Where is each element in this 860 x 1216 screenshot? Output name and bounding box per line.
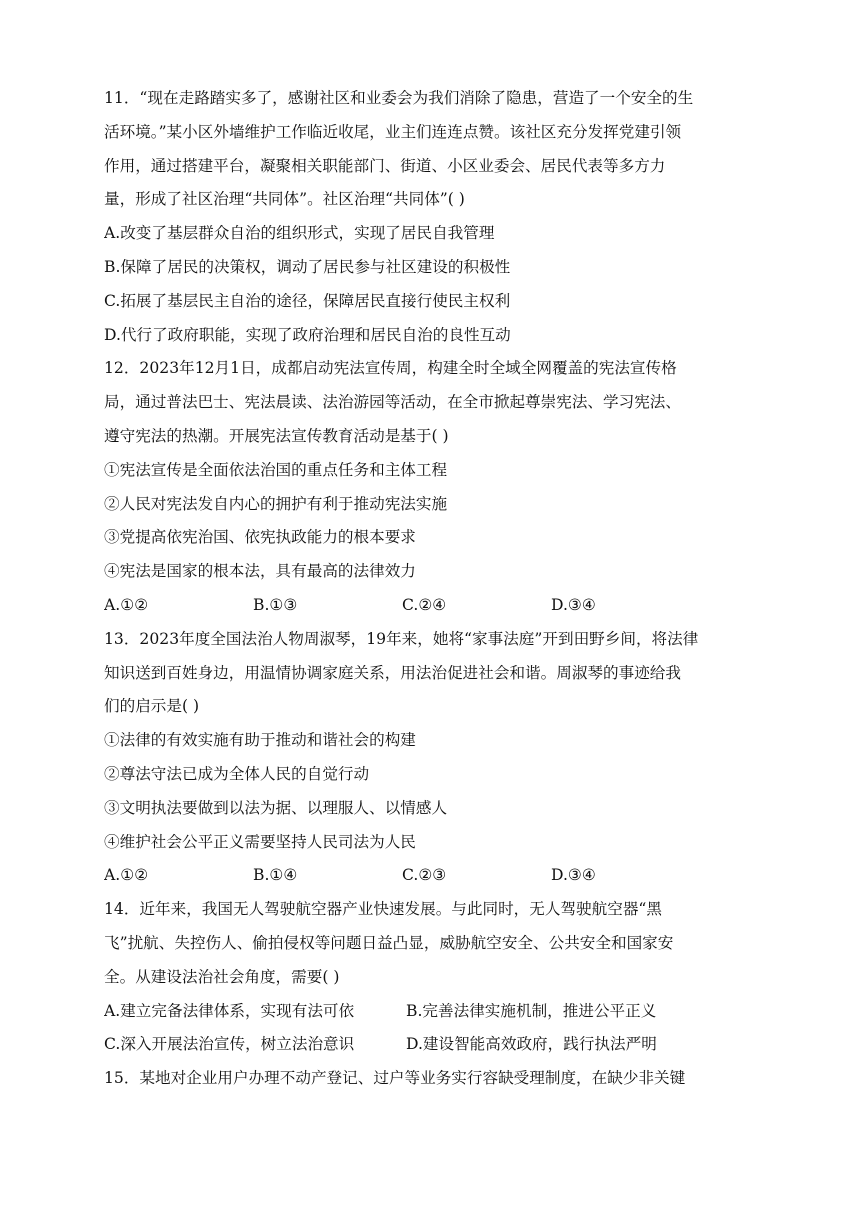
statement-2: ②人民对宪法发自内心的拥护有利于推动宪法实施 <box>104 494 448 513</box>
question-stem-line: 们的启示是( ) <box>104 697 200 716</box>
statement-2: ②尊法守法已成为全体人民的自觉行动 <box>104 764 370 783</box>
question-stem-line: 15．某地对企业用户办理不动产登记、过户等业务实行容缺受理制度，在缺少非关键 <box>104 1069 686 1088</box>
statement-1: ①宪法宣传是全面依法治国的重点任务和主体工程 <box>104 460 448 479</box>
choice-b: B.①③ <box>253 595 298 614</box>
question-stem-line: 14．近年来，我国无人驾驶航空器产业快速发展。与此同时，无人驾驶航空器“黑 <box>104 900 663 919</box>
statement-4: ④维护社会公平正义需要坚持人民司法为人民 <box>104 832 416 851</box>
question-stem-line: 遵守宪法的热潮。开展宪法宣传教育活动是基于( ) <box>104 426 449 445</box>
statement-1: ①法律的有效实施有助于推动和谐社会的构建 <box>104 731 416 750</box>
question-stem-line: 全。从建设法治社会角度，需要( ) <box>104 967 340 986</box>
option-c: C.拓展了基层民主自治的途径，保障居民直接行使民主权利 <box>104 291 511 310</box>
choice-row <box>104 589 756 623</box>
question-stem-line: 作用，通过搭建平台，凝聚相关职能部门、街道、小区业委会、居民代表等多方力 <box>104 156 666 175</box>
choice-a: A.建立完备法律体系，实现有法可依 <box>104 1001 355 1020</box>
choice-c: C.②④ <box>402 595 447 614</box>
question-stem-line: 活环境。”某小区外墙维护工作临近收尾，业主们连连点赞。该社区充分发挥党建引领 <box>104 122 682 141</box>
choice-c: C.深入开展法治宣传，树立法治意识 <box>104 1035 355 1054</box>
question-13 <box>104 623 756 893</box>
choice-row <box>104 1028 756 1062</box>
choice-b: B.完善法律实施机制，推进公平正义 <box>406 1001 657 1020</box>
choice-row <box>104 995 756 1029</box>
question-12 <box>104 352 756 622</box>
choice-a: A.①② <box>104 866 149 885</box>
choice-b: B.①④ <box>253 866 298 885</box>
question-stem-line: 飞”扰航、失控伤人、偷拍侵权等问题日益凸显，威胁航空安全、公共安全和国家安 <box>104 933 674 952</box>
question-stem-line: 12．2023年12月1日，成都启动宪法宣传周，构建全时全域全网覆盖的宪法宣传格 <box>104 359 677 378</box>
choice-row <box>104 859 756 893</box>
choice-d: D.③④ <box>551 866 596 885</box>
question-14 <box>104 893 756 1062</box>
exam-page <box>104 82 756 1096</box>
option-b: B.保障了居民的决策权，调动了居民参与社区建设的积极性 <box>104 257 511 276</box>
question-11 <box>104 82 756 352</box>
choice-d: D.建设智能高效政府，践行执法严明 <box>406 1035 657 1054</box>
option-a: A.改变了基层群众自治的组织形式，实现了居民自我管理 <box>104 224 495 243</box>
choice-a: A.①② <box>104 595 149 614</box>
question-15 <box>104 1062 756 1096</box>
question-stem-line: 局，通过普法巴士、宪法晨读、法治游园等活动，在全市掀起尊崇宪法、学习宪法、 <box>104 393 681 412</box>
statement-3: ③文明执法要做到以法为据、以理服人、以情感人 <box>104 798 448 817</box>
statement-3: ③党提高依宪治国、依宪执政能力的根本要求 <box>104 528 416 547</box>
option-d: D.代行了政府职能，实现了政府治理和居民自治的良性互动 <box>104 325 511 344</box>
choice-d: D.③④ <box>551 595 596 614</box>
question-stem-line: 知识送到百姓身边，用温情协调家庭关系，用法治促进社会和谐。周淑琴的事迹给我 <box>104 663 681 682</box>
question-stem-line: 量，形成了社区治理“共同体”。社区治理“共同体”( ) <box>104 190 465 209</box>
question-stem-line: 11．“现在走路踏实多了，感谢社区和业委会为我们消除了隐患，营造了一个安全的生 <box>104 89 694 107</box>
choice-c: C.②③ <box>402 866 447 885</box>
question-stem-line: 13．2023年度全国法治人物周淑琴，19年来，她将“家事法庭”开到田野乡间，将法律 <box>104 629 699 648</box>
statement-4: ④宪法是国家的根本法，具有最高的法律效力 <box>104 562 416 581</box>
